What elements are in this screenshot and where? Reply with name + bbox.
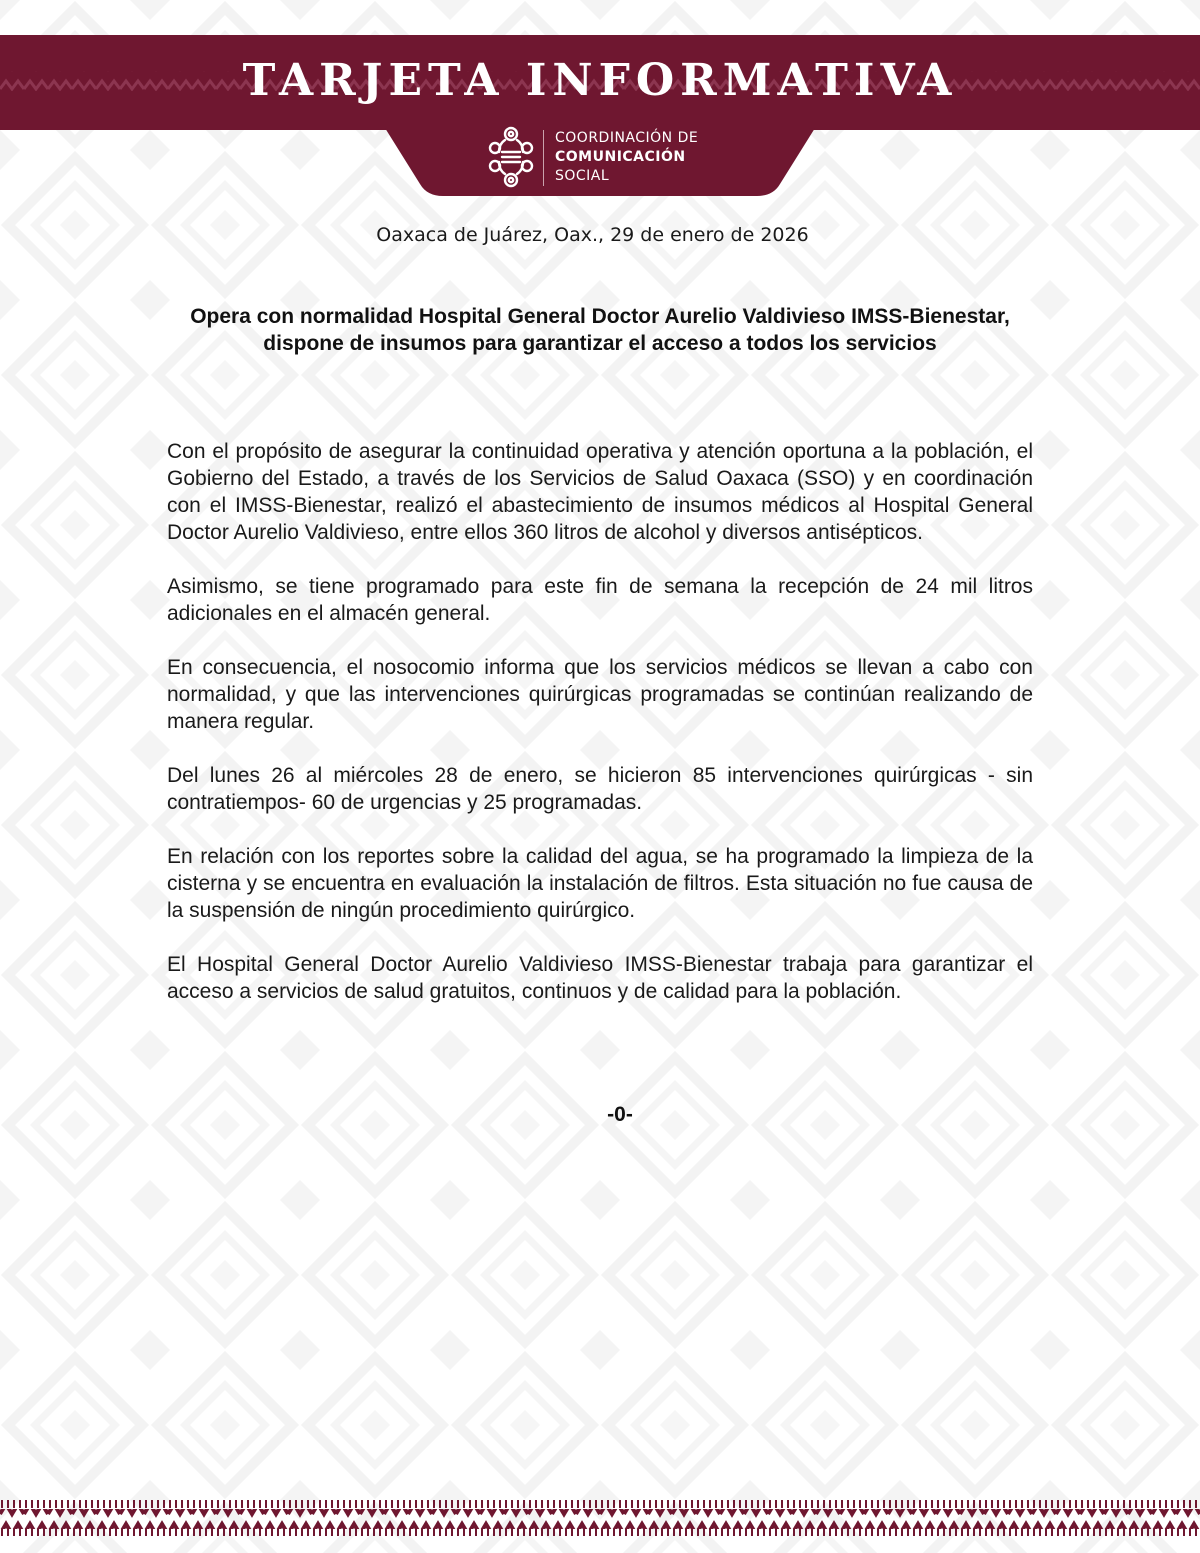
paragraph: Del lunes 26 al miércoles 28 de enero, se hicieron 85 intervenciones quirúrgicas - sin contratiempos- 60 de urgencias y 25 programadas. [167,764,1033,814]
headline: Opera con normalidad Hospital General Doctor Aurelio Valdivieso IMSS-Bienestar, dispone de insumos para garantizar el acceso a todos los servicios [190,305,1010,355]
body-text [167,438,1033,1032]
paragraph: Con el propósito de asegurar la continuidad operativa y atención oportuna a la población, el Gobierno del Estado, a través de los Servicios de Salud Oaxaca (SSO) y en coordinación con el IMSS-Bienestar, realizó el abastecimiento de insumos médicos al Hospital General Doctor Aurelio Valdivieso, entre ellos 360 litros de alcohol y diversos antisépticos. [167,440,1033,544]
dateline: Oaxaca de Juárez, Oax., 29 de enero de 2026 [376,224,809,246]
logo-divider [543,130,544,186]
logo-wordmark [555,129,698,186]
paragraph: En relación con los reportes sobre la calidad del agua, se ha programado la limpieza de la cisterna y se encuentra en evaluación la instalación de filtros. Esta situación no fue causa de la suspensión de ningún procedimiento quirúrgico. [167,845,1033,922]
banner-title: TARJETA INFORMATIVA [242,55,958,106]
paragraph: Asimismo, se tiene programado para este fin de semana la recepción de 24 mil litros adicionales en el almacén general. [167,575,1033,625]
logo-line-3: SOCIAL [555,168,610,184]
institutional-emblem-icon [485,124,537,190]
logo-line-2: COMUNICACIÓN [555,149,686,165]
end-mark: -0- [607,1103,633,1126]
footer-ornament-band [0,1498,1200,1538]
paragraph: En consecuencia, el nosocomio informa que los servicios médicos se llevan a cabo con normalidad, y que las intervenciones quirúrgicas programadas se continúan realizando de manera regular. [167,656,1033,733]
paragraph: El Hospital General Doctor Aurelio Valdivieso IMSS-Bienestar trabaja para garantizar el acceso a servicios de salud gratuitos, continuos y de calidad para la población. [167,953,1033,1003]
logo-line-1: COORDINACIÓN DE [555,130,699,146]
